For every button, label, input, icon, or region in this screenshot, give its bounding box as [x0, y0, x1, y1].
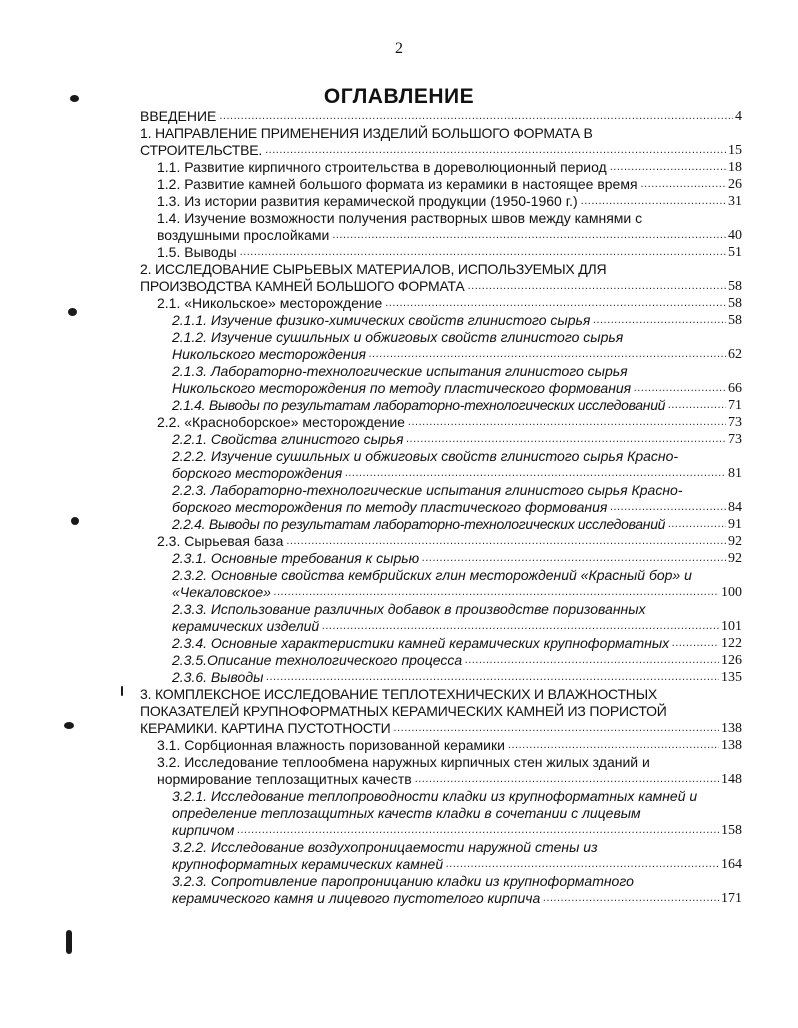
dot-leader — [332, 227, 726, 244]
toc-page-number: 18 — [728, 160, 742, 175]
toc-page-number: 73 — [728, 432, 742, 447]
toc-entry[interactable] — [0, 516, 798, 533]
scan-speck — [71, 517, 79, 525]
toc-entry-text: 2.2. «Красноборское» месторождение — [157, 414, 405, 430]
toc-entry-text: 3.2. Исследование теплообмена наружных кирпичных стен жилых зданий и — [157, 754, 650, 770]
toc-page-number: 58 — [728, 296, 742, 311]
toc-page-number: 40 — [728, 228, 742, 243]
toc-entry[interactable] — [0, 176, 798, 193]
toc-entry-text: 3.2.3. Сопротивление паропроницанию кладки из крупноформатного — [172, 873, 634, 889]
dot-leader — [237, 822, 719, 839]
toc-entry[interactable] — [0, 261, 798, 295]
toc-entry-text: 2.2.4. Выводы по результатам лабораторно-технологических исследований — [172, 516, 666, 532]
toc-entry-text: Никольского месторождения по методу пластического формования — [172, 380, 632, 396]
dot-leader — [394, 720, 719, 737]
toc-entry[interactable] — [0, 295, 798, 312]
toc-entry[interactable] — [0, 482, 798, 516]
dot-leader — [422, 550, 726, 567]
toc-entry[interactable] — [0, 567, 798, 601]
toc-page-number: 158 — [721, 823, 742, 838]
dot-leader — [581, 193, 726, 210]
toc-page-number: 26 — [728, 177, 742, 192]
toc-entry-text: 2.2.3. Лабораторно-технологические испытания глинистого сырья Красно- — [172, 482, 683, 498]
scan-speck — [68, 308, 77, 316]
toc-entry-text: 3. КОМПЛЕКСНОЕ ИССЛЕДОВАНИЕ ТЕПЛОТЕХНИЧЕСКИХ И ВЛАЖНОСТНЫХ — [140, 686, 658, 702]
dot-leader — [634, 380, 726, 397]
toc-page-number: 73 — [728, 415, 742, 430]
toc-entry[interactable] — [0, 125, 798, 159]
toc-entry-text: ПРОИЗВОДСТВА КАМНЕЙ БОЛЬШОГО ФОРМАТА — [140, 278, 465, 294]
toc-entry[interactable] — [0, 754, 798, 788]
dot-leader — [266, 669, 719, 686]
toc-entry[interactable] — [0, 635, 798, 652]
toc-page-number: 164 — [721, 857, 742, 872]
toc-page-number: 171 — [721, 891, 742, 906]
dot-leader — [610, 159, 726, 176]
dot-leader — [593, 312, 726, 329]
toc-entry-text: «Чекаловское» — [172, 584, 271, 600]
toc-entry-text: 2.1.3. Лабораторно-технологические испытания глинистого сырья — [172, 363, 628, 379]
toc-entry[interactable] — [0, 873, 798, 907]
toc-entry-text: 2.1. «Никольское» месторождение — [157, 295, 383, 311]
toc-entry-text: 1.3. Из истории развития керамической продукции (1950-1960 г.) — [157, 193, 578, 209]
toc-entry-text: нормирование теплозащитных качеств — [157, 771, 412, 787]
dot-leader — [543, 890, 719, 907]
toc-entry-text: 2.3.6. Выводы — [172, 669, 264, 685]
toc-page-number: 92 — [728, 551, 742, 566]
toc-page-number: 58 — [728, 279, 742, 294]
toc-entry[interactable] — [0, 159, 798, 176]
toc-entry-text: воздушными прослойками — [157, 227, 330, 243]
dot-leader — [408, 414, 726, 431]
dot-leader — [265, 142, 726, 159]
dot-leader — [446, 856, 719, 873]
toc-entry[interactable] — [0, 363, 798, 397]
scan-speck — [66, 930, 72, 954]
toc-page-number: 92 — [728, 534, 742, 549]
toc-entry-text: 2.1.4. Выводы по результатам лабораторно-технологических исследований — [172, 397, 666, 413]
toc-page-number: 58 — [728, 313, 742, 328]
toc-entry-text: 2.3.1. Основные требования к сырью — [172, 550, 420, 566]
toc-page-number: 51 — [728, 245, 742, 260]
toc-entry[interactable] — [0, 737, 798, 754]
toc-page-number: 126 — [721, 653, 742, 668]
toc-entry[interactable] — [0, 108, 798, 125]
dot-leader — [286, 533, 726, 550]
toc-entry-text: КЕРАМИКИ. КАРТИНА ПУСТОТНОСТИ — [140, 720, 391, 736]
toc-page-number: 138 — [721, 721, 742, 736]
toc-entry[interactable] — [0, 193, 798, 210]
toc-entry[interactable] — [0, 839, 798, 873]
dot-leader — [407, 431, 727, 448]
toc-entry-text: 3.1. Сорбционная влажность поризованной керамики — [157, 737, 505, 753]
toc-entry-text: 1.5. Выводы — [157, 244, 237, 260]
toc-entry-text: 2.3.4. Основные характеристики камней керамических крупноформатных — [172, 635, 670, 651]
toc-page-number: 122 — [721, 636, 742, 651]
toc-entry-text: Никольского месторождения — [172, 346, 366, 362]
dot-leader — [668, 516, 726, 533]
toc-entry-text: борского месторождения — [172, 465, 343, 481]
toc-page-number: 81 — [728, 466, 742, 481]
toc-entry[interactable] — [0, 652, 798, 669]
dot-leader — [274, 584, 719, 601]
toc-entry[interactable] — [0, 312, 798, 329]
page-title: ОГЛАВЛЕНИЕ — [323, 85, 475, 108]
toc-entry-text: 3.2.2. Исследование воздухопроницаемости наружной стены из — [172, 839, 598, 855]
scan-speck — [121, 686, 123, 696]
toc-entry-text: керамического камня и лицевого пустотелого кирпича — [172, 890, 541, 906]
toc-entry-text: 2.3. Сырьевая база — [157, 533, 284, 549]
dot-leader — [672, 635, 719, 652]
toc-page-number: 4 — [735, 109, 742, 124]
toc-entry-text: определение теплозащитных качеств кладки в сочетании с лицевым — [172, 805, 641, 821]
dot-leader — [508, 737, 719, 754]
toc-entry-text: 3.2.1. Исследование теплопроводности кладки из крупноформатных камней и — [172, 788, 698, 804]
scan-speck — [64, 722, 74, 729]
toc-entry-text: 1.4. Изучение возможности получения растворных швов между камнями с — [157, 210, 643, 226]
toc-page-number: 62 — [728, 347, 742, 362]
toc-entry-text: крупноформатных керамических камней — [172, 856, 444, 872]
dot-leader — [415, 771, 719, 788]
toc-page-number: 138 — [721, 738, 742, 753]
dot-leader — [641, 176, 726, 193]
toc-entry[interactable] — [0, 601, 798, 635]
toc-entry-text: 2.1.2. Изучение сушильных и обжиговых свойств глинистого сырья — [172, 329, 624, 345]
toc-page-number: 84 — [728, 500, 742, 515]
toc-entry[interactable] — [0, 448, 798, 482]
toc-entry-text: СТРОИТЕЛЬСТВЕ. — [140, 142, 263, 158]
toc-entry[interactable] — [0, 431, 798, 448]
toc-entry-text: 1. НАПРАВЛЕНИЕ ПРИМЕНЕНИЯ ИЗДЕЛИЙ БОЛЬШОГО ФОРМАТА В — [140, 125, 593, 141]
dot-leader — [385, 295, 726, 312]
toc-entry-text: борского месторождения по методу пластического формования — [172, 499, 608, 515]
toc-page-number: 100 — [721, 585, 742, 600]
dot-leader — [465, 652, 719, 669]
toc-page-number: 31 — [728, 194, 742, 209]
toc-entry-text: 2.2.1. Свойства глинистого сырья — [172, 431, 404, 447]
dot-leader — [219, 108, 733, 125]
toc-page-number: 15 — [728, 143, 742, 158]
toc-page-number: 101 — [721, 619, 742, 634]
toc-entry-text: 2.2.2. Изучение сушильных и обжиговых свойств глинистого сырья Красно- — [172, 448, 679, 464]
toc-entry[interactable] — [0, 669, 798, 686]
toc-page-number: 135 — [721, 670, 742, 685]
dot-leader — [468, 278, 726, 295]
toc-entry-text: ПОКАЗАТЕЛЕЙ КРУПНОФОРМАТНЫХ КЕРАМИЧЕСКИХ КАМНЕЙ ИЗ ПОРИСТОЙ — [140, 703, 667, 719]
toc-page-number: 71 — [728, 398, 742, 413]
toc-page-number: 148 — [721, 772, 742, 787]
dot-leader — [345, 465, 726, 482]
toc-entry-text: 2.3.2. Основные свойства кембрийских глин месторождений «Красный бор» и — [172, 567, 692, 583]
scan-speck — [70, 95, 79, 102]
toc-entry[interactable] — [0, 210, 798, 244]
toc-entry-text: кирпичом — [172, 822, 235, 838]
toc-entry-text: 1.1. Развитие кирпичного строительства в дореволюционный период — [157, 159, 607, 175]
toc-entry-text: керамических изделий — [172, 618, 320, 634]
toc-page-number: 66 — [728, 381, 742, 396]
dot-leader — [240, 244, 726, 261]
dot-leader — [668, 397, 726, 414]
toc-entry[interactable] — [0, 533, 798, 550]
dot-leader — [322, 618, 719, 635]
toc-entry-text: ВВЕДЕНИЕ — [140, 108, 217, 124]
toc-entry-text: 1.2. Развитие камней большого формата из керамики в настоящее время — [157, 176, 638, 192]
toc-entry[interactable] — [0, 550, 798, 567]
page-number: 2 — [395, 40, 403, 57]
dot-leader — [369, 346, 726, 363]
toc-entry[interactable] — [0, 244, 798, 261]
toc-entry[interactable] — [0, 397, 798, 414]
dot-leader — [610, 499, 726, 516]
toc-entry[interactable] — [0, 414, 798, 431]
toc-entry-text: 2. ИССЛЕДОВАНИЕ СЫРЬЕВЫХ МАТЕРИАЛОВ, ИСПОЛЬЗУЕМЫХ ДЛЯ — [140, 261, 607, 277]
toc-entry-text: 2.3.5.Описание технологического процесса — [172, 652, 463, 668]
toc-entry[interactable] — [0, 329, 798, 363]
toc-entry[interactable] — [0, 788, 798, 839]
toc-entry[interactable] — [0, 686, 798, 737]
toc-page-number: 91 — [728, 517, 742, 532]
toc-entry-text: 2.3.3. Использование различных добавок в производстве поризованных — [172, 601, 646, 617]
toc-entry-text: 2.1.1. Изучение физико-химических свойств глинистого сырья — [172, 312, 591, 328]
